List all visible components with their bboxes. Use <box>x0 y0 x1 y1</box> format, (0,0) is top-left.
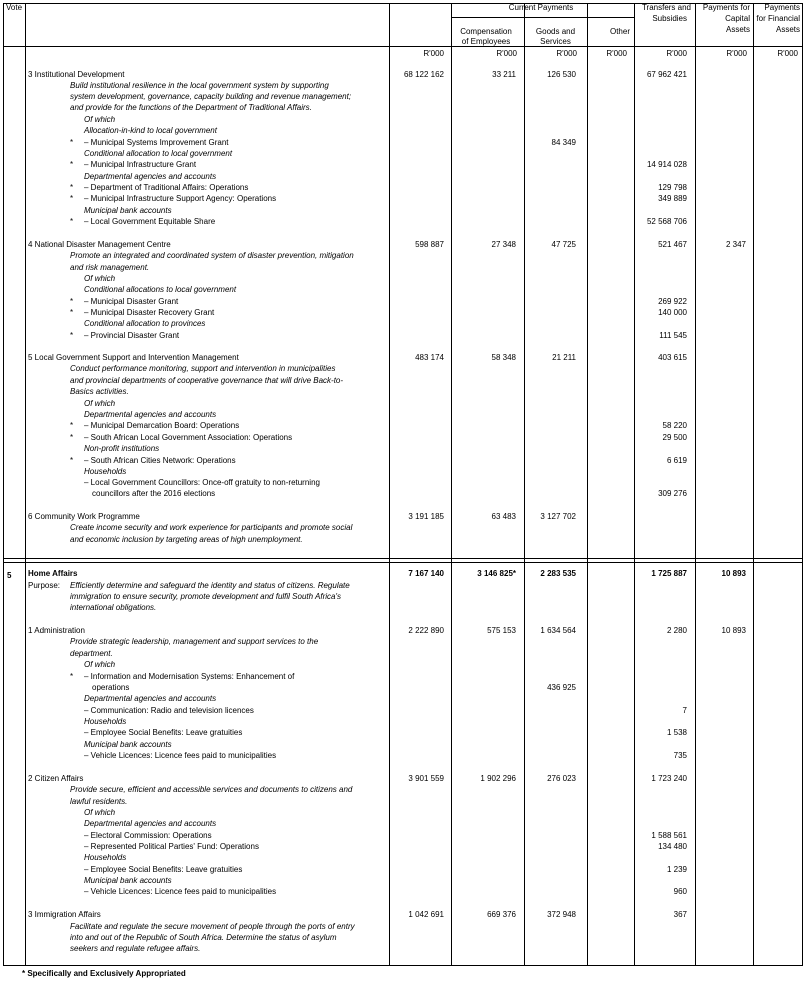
units-capital: R'000 <box>726 49 747 58</box>
cell-compensation: 63 483 <box>491 512 516 521</box>
cell-capital-assets: 10 893 <box>721 569 746 578</box>
row-label: 3 Immigration Affairs <box>28 910 101 919</box>
row-label: Home Affairs <box>28 569 78 578</box>
row-label: Of which <box>84 274 116 283</box>
row-label: Conditional allocation to local government <box>84 149 233 158</box>
row-label: Create income security and work experience for participants and promote social <box>70 523 353 532</box>
row-label: – Local Government Councillors: Once-off gratuity to non-returning <box>84 478 320 487</box>
cell-transfers: 521 467 <box>658 240 687 249</box>
row-label: Non-profit institutions <box>84 444 160 453</box>
row-label: – Provincial Disaster Grant <box>84 331 180 340</box>
vote-header: Vote <box>6 3 23 12</box>
appropriation-star: * <box>70 297 74 306</box>
cell-capital-assets: 2 347 <box>725 240 746 249</box>
appropriation-star: * <box>70 672 74 681</box>
other-header: Other <box>609 27 630 36</box>
row-label: – Municipal Systems Improvement Grant <box>84 138 229 147</box>
cell-compensation: 669 376 <box>487 910 516 919</box>
appropriation-star: * <box>70 421 74 430</box>
cell-compensation: 1 902 296 <box>480 774 516 783</box>
row-label: and economic inclusion by targeting areas of high unemployment. <box>70 535 303 544</box>
cell-transfers: 403 615 <box>658 353 687 362</box>
row-label: – South African Cities Network: Operations <box>84 456 236 465</box>
row-label: – Represented Political Parties' Fund: Operations <box>84 842 259 851</box>
row-label: system development, governance, capacity building and revenue management; <box>70 92 352 101</box>
cell-goods-services: 436 925 <box>547 683 576 692</box>
row-label: 2 Citizen Affairs <box>28 774 84 783</box>
row-label: – Electoral Commission: Operations <box>84 831 212 840</box>
row-label: Municipal bank accounts <box>84 206 172 215</box>
row-label: – Local Government Equitable Share <box>84 217 216 226</box>
compensation-header-line1: Compensation <box>460 27 512 36</box>
units-goods: R'000 <box>556 49 577 58</box>
cell-transfers: 140 000 <box>658 308 687 317</box>
row-label: – South African Local Government Association: Operations <box>84 433 293 442</box>
units-transfers: R'000 <box>666 49 687 58</box>
capital-header-line1: Payments for <box>702 3 750 12</box>
appropriation-star: * <box>70 456 74 465</box>
row-label: Promote an integrated and coordinated system of disaster prevention, mitigation <box>70 251 354 260</box>
row-label: – Municipal Infrastructure Support Agency: Operations <box>84 194 277 203</box>
row-label: Households <box>84 853 127 862</box>
row-label: Build institutional resilience in the local government system by supporting <box>70 81 329 90</box>
row-label: Provide strategic leadership, management and support services to the <box>70 637 319 646</box>
goods-header-line1: Goods and <box>535 27 576 36</box>
cell-total: 3 901 559 <box>408 774 444 783</box>
financial-header-line2: for Financial <box>756 14 800 23</box>
row-label: Purpose: <box>28 581 61 590</box>
row-label: Households <box>84 467 127 476</box>
cell-transfers: 52 568 706 <box>646 217 687 226</box>
cell-transfers: 129 798 <box>658 183 687 192</box>
cell-transfers: 1 723 240 <box>651 774 687 783</box>
units-compensation: R'000 <box>496 49 517 58</box>
row-label: 5 Local Government Support and Intervention Management <box>28 353 239 362</box>
capital-header-line3: Assets <box>725 25 750 34</box>
row-label: councillors after the 2016 elections <box>92 489 216 498</box>
row-label: Municipal bank accounts <box>84 740 172 749</box>
cell-goods-services: 1 634 564 <box>540 626 576 635</box>
cell-transfers: 134 480 <box>658 842 687 851</box>
cell-compensation: 575 153 <box>487 626 516 635</box>
row-label: international obligations. <box>70 603 157 612</box>
cell-transfers: 58 220 <box>662 421 687 430</box>
row-label: 4 National Disaster Management Centre <box>28 240 171 249</box>
row-label: 6 Community Work Programme <box>28 512 140 521</box>
cell-compensation: 3 146 825* <box>477 569 516 578</box>
row-label: and provide for the functions of the Department of Traditional Affairs. <box>70 103 312 112</box>
row-label: – Municipal Disaster Recovery Grant <box>84 308 215 317</box>
appropriation-star: * <box>70 331 74 340</box>
cell-transfers: 1 588 561 <box>651 831 687 840</box>
transfers-header-line1: Transfers and <box>641 3 691 12</box>
row-label: – Vehicle Licences: Licence fees paid to municipalities <box>84 751 277 760</box>
cell-goods-services: 21 211 <box>552 353 576 362</box>
cell-total: 2 222 890 <box>408 626 444 635</box>
cell-transfers: 14 914 028 <box>646 160 687 169</box>
cell-goods-services: 3 127 702 <box>540 512 576 521</box>
compensation-header-line2: of Employees <box>461 37 511 46</box>
cell-total: 68 122 162 <box>403 70 444 79</box>
units-total: R'000 <box>423 49 444 58</box>
appropriation-star: * <box>70 194 74 203</box>
row-label: – Employee Social Benefits: Leave gratuities <box>84 865 243 874</box>
cell-transfers: 7 <box>682 706 687 715</box>
row-label: 1 Administration <box>28 626 85 635</box>
row-label: Departmental agencies and accounts <box>84 694 217 703</box>
cell-transfers: 269 922 <box>658 297 687 306</box>
row-label: – Municipal Infrastructure Grant <box>84 160 197 169</box>
row-label: – Communication: Radio and television licences <box>84 706 254 715</box>
cell-goods-services: 84 349 <box>551 138 576 147</box>
cell-goods-services: 47 725 <box>551 240 576 249</box>
row-label: Basics activities. <box>70 387 129 396</box>
cell-total: 483 174 <box>415 353 444 362</box>
appropriation-star: * <box>70 217 74 226</box>
units-other: R'000 <box>606 49 627 58</box>
cell-total: 1 042 691 <box>408 910 444 919</box>
transfers-header-line2: Subsidies <box>652 14 687 23</box>
row-label: Municipal bank accounts <box>84 876 172 885</box>
cell-transfers: 2 280 <box>666 626 687 635</box>
cell-total: 598 887 <box>415 240 444 249</box>
row-label: Conditional allocations to local government <box>84 285 237 294</box>
row-label: – Vehicle Licences: Licence fees paid to municipalities <box>84 887 277 896</box>
cell-goods-services: 372 948 <box>547 910 576 919</box>
cell-transfers: 735 <box>673 751 687 760</box>
footnote: * Specifically and Exclusively Appropriated <box>22 969 186 978</box>
appropriation-star: * <box>70 160 74 169</box>
cell-transfers: 349 889 <box>658 194 687 203</box>
cell-transfers: 1 725 887 <box>651 569 687 578</box>
appropriation-star: * <box>70 433 74 442</box>
cell-goods-services: 2 283 535 <box>540 569 576 578</box>
row-label: seekers and regulate refugee affairs. <box>70 944 201 953</box>
goods-header-line2: Services <box>540 37 571 46</box>
row-label: Departmental agencies and accounts <box>84 410 217 419</box>
row-label: Conditional allocation to provinces <box>84 319 206 328</box>
cell-total: 3 191 185 <box>408 512 444 521</box>
cell-compensation: 33 211 <box>492 70 516 79</box>
row-label: Households <box>84 717 127 726</box>
cell-transfers: 1 538 <box>666 728 687 737</box>
row-label: department. <box>70 649 113 658</box>
row-label: Conduct performance monitoring, support and intervention in municipalities <box>70 364 336 373</box>
row-label: Departmental agencies and accounts <box>84 819 217 828</box>
cell-capital-assets: 10 893 <box>721 626 746 635</box>
cell-transfers: 367 <box>673 910 687 919</box>
row-label: Of which <box>84 115 116 124</box>
row-label: immigration to ensure security, promote development and fulfil South Africa's <box>70 592 341 601</box>
appropriation-star: * <box>70 308 74 317</box>
cell-transfers: 6 619 <box>666 456 687 465</box>
row-label: Of which <box>84 399 116 408</box>
financial-header-line3: Assets <box>775 25 800 34</box>
cell-transfers: 1 239 <box>666 865 687 874</box>
row-label: Of which <box>84 660 116 669</box>
appropriation-star: * <box>70 183 74 192</box>
row-label: and risk management. <box>70 263 150 272</box>
row-label: 3 Institutional Development <box>28 70 125 79</box>
financial-header-line1: Payments <box>764 3 800 12</box>
cell-goods-services: 126 530 <box>547 70 576 79</box>
row-label: Departmental agencies and accounts <box>84 172 217 181</box>
row-label: lawful residents. <box>70 797 128 806</box>
row-label: – Employee Social Benefits: Leave gratuities <box>84 728 243 737</box>
vote-number: 5 <box>7 571 12 580</box>
capital-header-line2: Capital <box>725 14 750 23</box>
row-label: – Information and Modernisation Systems: Enhancement of <box>84 672 295 681</box>
cell-transfers: 309 276 <box>658 489 687 498</box>
cell-compensation: 58 348 <box>491 353 516 362</box>
cell-transfers: 67 962 421 <box>646 70 687 79</box>
row-label: Of which <box>84 808 116 817</box>
cell-transfers: 29 500 <box>662 433 687 442</box>
cell-transfers: 960 <box>673 887 687 896</box>
current-payments-header: Current Payments <box>508 3 574 12</box>
row-label: into and out of the Republic of South Africa. Determine the status of asylum <box>70 933 337 942</box>
cell-goods-services: 276 023 <box>547 774 576 783</box>
row-label: and provincial departments of cooperative governance that will drive Back-to- <box>70 376 344 385</box>
cell-total: 7 167 140 <box>408 569 444 578</box>
cell-transfers: 111 545 <box>659 331 687 340</box>
row-label: – Municipal Disaster Grant <box>84 297 179 306</box>
row-label: Provide secure, efficient and accessible services and documents to citizens and <box>70 785 353 794</box>
row-label: operations <box>92 683 130 692</box>
appropriation-star: * <box>70 138 74 147</box>
row-label: – Municipal Demarcation Board: Operations <box>84 421 240 430</box>
cell-compensation: 27 348 <box>491 240 516 249</box>
units-financial: R'000 <box>777 49 798 58</box>
row-label: Allocation-in-kind to local government <box>84 126 217 135</box>
row-label: – Department of Traditional Affairs: Operations <box>84 183 249 192</box>
row-label: Facilitate and regulate the secure movement of people through the ports of entry <box>70 922 355 931</box>
purpose-text: Efficiently determine and safeguard the identity and status of citizens. Regulate <box>70 581 350 590</box>
